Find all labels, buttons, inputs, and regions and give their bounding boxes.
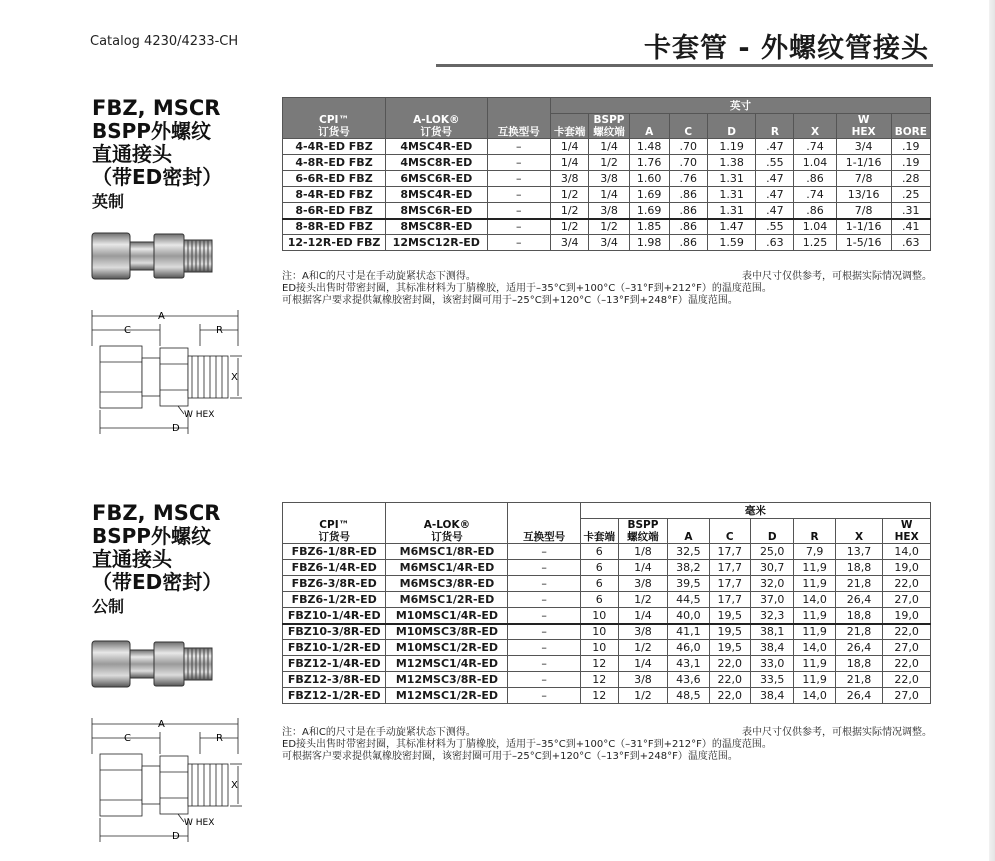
table-cell: .74 bbox=[794, 187, 836, 203]
catalog-number: Catalog 4230/4233-CH bbox=[90, 34, 239, 49]
section-title-inch: FBZ, MSCR BSPP外螺纹 直通接头 （带ED密封） 英制 bbox=[92, 96, 223, 211]
table-cell: 1.60 bbox=[629, 171, 669, 187]
table-cell: .70 bbox=[669, 139, 707, 155]
table-row bbox=[283, 139, 931, 155]
dimension-drawing-inch bbox=[88, 306, 248, 436]
table-cell: 32,0 bbox=[750, 576, 793, 592]
table-cell: .28 bbox=[891, 171, 930, 187]
table-cell: 43,6 bbox=[668, 672, 709, 688]
header-r: R bbox=[794, 519, 835, 544]
table-cell: – bbox=[487, 155, 550, 171]
table-cell: 6-6R-ED FBZ bbox=[283, 171, 386, 187]
table-cell: 19,5 bbox=[709, 624, 750, 640]
table-cell: 1.48 bbox=[629, 139, 669, 155]
table-cell: 22,0 bbox=[883, 672, 931, 688]
table-cell: 8-4R-ED FBZ bbox=[283, 187, 386, 203]
table-cell: 38,1 bbox=[750, 624, 793, 640]
table-cell: 46,0 bbox=[668, 640, 709, 656]
table-cell: FBZ6-1/2R-ED bbox=[283, 592, 386, 608]
table-cell: 1-1/16 bbox=[836, 219, 891, 235]
table-cell: 1/2 bbox=[550, 219, 589, 235]
table-cell: M10MSC3/8R-ED bbox=[386, 624, 508, 640]
spec-table-metric bbox=[282, 502, 931, 704]
table-cell: 21,8 bbox=[835, 672, 883, 688]
table-cell: 1-1/16 bbox=[836, 155, 891, 171]
table-cell: – bbox=[508, 576, 580, 592]
table-cell: 4-4R-ED FBZ bbox=[283, 139, 386, 155]
table-cell: 25,0 bbox=[750, 544, 793, 560]
table-cell: .47 bbox=[756, 203, 794, 219]
table-cell: .70 bbox=[669, 155, 707, 171]
table-cell: FBZ12-1/2R-ED bbox=[283, 688, 386, 704]
table-row bbox=[283, 219, 931, 235]
table-cell: 1/2 bbox=[618, 640, 668, 656]
table-cell: 26,4 bbox=[835, 592, 883, 608]
table-cell: 3/4 bbox=[589, 235, 629, 251]
table-cell: 22,0 bbox=[883, 624, 931, 640]
table-cell: 6 bbox=[580, 560, 618, 576]
header-w: W HEX bbox=[836, 114, 891, 139]
header-cpi: CPI™ 订货号 bbox=[283, 98, 386, 139]
table-row bbox=[283, 155, 931, 171]
table-cell: 7/8 bbox=[836, 203, 891, 219]
table-cell: 1/4 bbox=[618, 560, 668, 576]
table-cell: .76 bbox=[669, 171, 707, 187]
table-cell: 10 bbox=[580, 608, 618, 624]
table-cell: – bbox=[508, 592, 580, 608]
table-cell: FBZ12-1/4R-ED bbox=[283, 656, 386, 672]
table-cell: 3/8 bbox=[589, 171, 629, 187]
label-x: X bbox=[231, 372, 238, 383]
table-cell: – bbox=[508, 544, 580, 560]
table-cell: 4-8R-ED FBZ bbox=[283, 155, 386, 171]
table-cell: .55 bbox=[756, 219, 794, 235]
table-cell: .47 bbox=[756, 171, 794, 187]
table-cell: .86 bbox=[669, 187, 707, 203]
label-c: C bbox=[124, 733, 131, 744]
header-unit: 英寸 bbox=[550, 98, 930, 114]
table-cell: 12 bbox=[580, 656, 618, 672]
table-cell: 1.19 bbox=[707, 139, 756, 155]
table-cell: 13,7 bbox=[835, 544, 883, 560]
table-cell: 1.69 bbox=[629, 187, 669, 203]
header-tube: 卡套端 bbox=[550, 114, 589, 139]
table-cell: 1/2 bbox=[589, 219, 629, 235]
header-tube: 卡套端 bbox=[580, 519, 618, 544]
table-cell: .86 bbox=[794, 171, 836, 187]
table-cell: FBZ10-3/8R-ED bbox=[283, 624, 386, 640]
table-cell: 17,7 bbox=[709, 560, 750, 576]
table-cell: 3/8 bbox=[618, 672, 668, 688]
table-cell: – bbox=[508, 656, 580, 672]
table-cell: 11,9 bbox=[794, 576, 835, 592]
table-row bbox=[283, 187, 931, 203]
title-rule bbox=[436, 64, 933, 67]
table-cell: 10 bbox=[580, 640, 618, 656]
table-cell: 26,4 bbox=[835, 640, 883, 656]
table-cell: 48,5 bbox=[668, 688, 709, 704]
label-a: A bbox=[158, 719, 165, 730]
table-row bbox=[283, 576, 931, 592]
table-cell: 19,0 bbox=[883, 560, 931, 576]
table-cell: M10MSC1/2R-ED bbox=[386, 640, 508, 656]
table-cell: 12-12R-ED FBZ bbox=[283, 235, 386, 251]
table-cell: – bbox=[487, 139, 550, 155]
table-cell: .19 bbox=[891, 155, 930, 171]
header-c: C bbox=[709, 519, 750, 544]
table-cell: 11,9 bbox=[794, 560, 835, 576]
table-cell: – bbox=[487, 235, 550, 251]
table-cell: 1/4 bbox=[618, 656, 668, 672]
table-cell: 44,5 bbox=[668, 592, 709, 608]
table-cell: 21,8 bbox=[835, 624, 883, 640]
table-row bbox=[283, 592, 931, 608]
table-cell: 14,0 bbox=[883, 544, 931, 560]
table-row bbox=[283, 688, 931, 704]
table-cell: 14,0 bbox=[794, 640, 835, 656]
header-alok: A-LOK® 订货号 bbox=[386, 503, 508, 544]
table-cell: 19,0 bbox=[883, 608, 931, 624]
label-r: R bbox=[216, 733, 223, 744]
table-cell: .86 bbox=[669, 235, 707, 251]
table-cell: .47 bbox=[756, 139, 794, 155]
table-cell: M12MSC1/2R-ED bbox=[386, 688, 508, 704]
table-cell: 12 bbox=[580, 672, 618, 688]
table-cell: 3/8 bbox=[589, 203, 629, 219]
table-cell: 3/4 bbox=[836, 139, 891, 155]
header-cpi: CPI™ 订货号 bbox=[283, 503, 386, 544]
table-cell: 4MSC8R-ED bbox=[386, 155, 487, 171]
header-x: X bbox=[794, 114, 836, 139]
table-cell: 21,8 bbox=[835, 576, 883, 592]
header-bspp: BSPP 螺纹端 bbox=[618, 519, 668, 544]
table-cell: M6MSC1/8R-ED bbox=[386, 544, 508, 560]
label-whex: W HEX bbox=[184, 410, 215, 420]
table-cell: 1/2 bbox=[618, 592, 668, 608]
table-cell: 17,7 bbox=[709, 576, 750, 592]
table-cell: 1/8 bbox=[618, 544, 668, 560]
table-cell: 32,3 bbox=[750, 608, 793, 624]
section-title-metric: FBZ, MSCR BSPP外螺纹 直通接头 （带ED密封） 公制 bbox=[92, 501, 223, 616]
table-cell: FBZ6-1/4R-ED bbox=[283, 560, 386, 576]
table-cell: 22,0 bbox=[883, 656, 931, 672]
table-cell: 8-8R-ED FBZ bbox=[283, 219, 386, 235]
table-cell: 26,4 bbox=[835, 688, 883, 704]
table-cell: 3/4 bbox=[550, 235, 589, 251]
table-cell: 30,7 bbox=[750, 560, 793, 576]
table-row bbox=[283, 672, 931, 688]
table-cell: 33,0 bbox=[750, 656, 793, 672]
table-cell: M12MSC1/4R-ED bbox=[386, 656, 508, 672]
table-cell: 22,0 bbox=[709, 656, 750, 672]
table-cell: 19,5 bbox=[709, 608, 750, 624]
table-cell: 1.38 bbox=[707, 155, 756, 171]
table-cell: 17,7 bbox=[709, 592, 750, 608]
table-cell: 1/4 bbox=[550, 155, 589, 171]
table-cell: 1/4 bbox=[589, 187, 629, 203]
table-cell: M6MSC1/4R-ED bbox=[386, 560, 508, 576]
table-cell: 12MSC12R-ED bbox=[386, 235, 487, 251]
table-cell: .19 bbox=[891, 139, 930, 155]
header-alok: A-LOK® 订货号 bbox=[386, 98, 487, 139]
table-cell: 18,8 bbox=[835, 608, 883, 624]
table-cell: – bbox=[508, 608, 580, 624]
table-cell: 8MSC6R-ED bbox=[386, 203, 487, 219]
table-cell: 32,5 bbox=[668, 544, 709, 560]
fitting-photo-metric bbox=[90, 638, 215, 690]
table-cell: 27,0 bbox=[883, 688, 931, 704]
dimension-drawing-metric bbox=[88, 714, 248, 844]
table-cell: 1.04 bbox=[794, 219, 836, 235]
table-cell: 38,4 bbox=[750, 640, 793, 656]
table-row bbox=[283, 656, 931, 672]
table-cell: 18,8 bbox=[835, 656, 883, 672]
header-unit: 毫米 bbox=[580, 503, 930, 519]
table-cell: FBZ10-1/4R-ED bbox=[283, 608, 386, 624]
table-cell: FBZ6-1/8R-ED bbox=[283, 544, 386, 560]
header-interchange: 互换型号 bbox=[508, 503, 580, 544]
label-r: R bbox=[216, 325, 223, 336]
table-cell: 1-5/16 bbox=[836, 235, 891, 251]
table-cell: 3/8 bbox=[550, 171, 589, 187]
table-cell: 13/16 bbox=[836, 187, 891, 203]
table-cell: FBZ6-3/8R-ED bbox=[283, 576, 386, 592]
table-cell: .74 bbox=[794, 139, 836, 155]
table-row bbox=[283, 171, 931, 187]
header-c: C bbox=[669, 114, 707, 139]
table-cell: – bbox=[508, 672, 580, 688]
table-cell: – bbox=[508, 640, 580, 656]
table-cell: .86 bbox=[794, 203, 836, 219]
table-cell: 11,9 bbox=[794, 656, 835, 672]
table-cell: 7/8 bbox=[836, 171, 891, 187]
table-cell: 1.31 bbox=[707, 203, 756, 219]
table-cell: 8-6R-ED FBZ bbox=[283, 203, 386, 219]
table-cell: 1.69 bbox=[629, 203, 669, 219]
label-d: D bbox=[172, 423, 180, 434]
table-cell: 22,0 bbox=[883, 576, 931, 592]
table-cell: .31 bbox=[891, 203, 930, 219]
table-cell: 22,0 bbox=[709, 672, 750, 688]
table-cell: – bbox=[508, 560, 580, 576]
table-cell: 6 bbox=[580, 544, 618, 560]
table-cell: 41,1 bbox=[668, 624, 709, 640]
table-cell: – bbox=[508, 688, 580, 704]
label-x: X bbox=[231, 780, 238, 791]
table-cell: 27,0 bbox=[883, 592, 931, 608]
label-d: D bbox=[172, 831, 180, 842]
header-x: X bbox=[835, 519, 883, 544]
table-cell: 19,5 bbox=[709, 640, 750, 656]
table-cell: 1.59 bbox=[707, 235, 756, 251]
table-cell: 14,0 bbox=[794, 688, 835, 704]
table-cell: – bbox=[508, 624, 580, 640]
fitting-photo-inch bbox=[90, 230, 215, 282]
table-cell: .63 bbox=[756, 235, 794, 251]
table-cell: .86 bbox=[669, 203, 707, 219]
table-cell: 39,5 bbox=[668, 576, 709, 592]
table-row bbox=[283, 624, 931, 640]
table-cell: 3/8 bbox=[618, 624, 668, 640]
table-row bbox=[283, 608, 931, 624]
notes-inch: 注：A和C的尺寸是在手动旋紧状态下测得。 表中尺寸仅供参考，可根据实际情况调整。 ED接头出售时带密封圈，其标准材料为丁腈橡胶，适用于–35°C到+100°C（–31°F到+212°F）的温度范围。 可根据客户要求提供氟橡胶密封圈，该密封圈可用于–25°C到+120°C（–13°F到+248°F）温度范围。 bbox=[282, 271, 932, 306]
header-interchange: 互换型号 bbox=[487, 98, 550, 139]
table-cell: FBZ10-1/2R-ED bbox=[283, 640, 386, 656]
header-bspp: BSPP 螺纹端 bbox=[589, 114, 629, 139]
table-cell: – bbox=[487, 171, 550, 187]
table-row bbox=[283, 235, 931, 251]
table-cell: 1.85 bbox=[629, 219, 669, 235]
table-cell: .47 bbox=[756, 187, 794, 203]
header-w: W HEX bbox=[883, 519, 931, 544]
table-cell: 22,0 bbox=[709, 688, 750, 704]
table-cell: 1.04 bbox=[794, 155, 836, 171]
table-cell: 1/4 bbox=[618, 608, 668, 624]
table-cell: 12 bbox=[580, 688, 618, 704]
table-cell: 1/4 bbox=[589, 139, 629, 155]
table-row bbox=[283, 544, 931, 560]
notes-metric: 注：A和C的尺寸是在手动旋紧状态下测得。 表中尺寸仅供参考，可根据实际情况调整。 ED接头出售时带密封圈，其标准材料为丁腈橡胶，适用于–35°C到+100°C（–31°F到+212°F）的温度范围。 可根据客户要求提供氟橡胶密封圈，该密封圈可用于–25°C到+120°C（–13°F到+248°F）温度范围。 bbox=[282, 727, 932, 762]
table-cell: 33,5 bbox=[750, 672, 793, 688]
table-cell: 7,9 bbox=[794, 544, 835, 560]
table-cell: .55 bbox=[756, 155, 794, 171]
table-cell: 38,2 bbox=[668, 560, 709, 576]
table-cell: 6 bbox=[580, 576, 618, 592]
table-cell: 8MSC8R-ED bbox=[386, 219, 487, 235]
table-cell: M10MSC1/4R-ED bbox=[386, 608, 508, 624]
table-row bbox=[283, 203, 931, 219]
header-r: R bbox=[756, 114, 794, 139]
table-cell: 6MSC6R-ED bbox=[386, 171, 487, 187]
table-cell: M6MSC1/2R-ED bbox=[386, 592, 508, 608]
table-cell: 11,9 bbox=[794, 624, 835, 640]
table-cell: 8MSC4R-ED bbox=[386, 187, 487, 203]
table-cell: 6 bbox=[580, 592, 618, 608]
spec-table-inch bbox=[282, 97, 931, 251]
table-cell: 37,0 bbox=[750, 592, 793, 608]
table-cell: – bbox=[487, 219, 550, 235]
table-cell: 11,9 bbox=[794, 608, 835, 624]
header-a: A bbox=[668, 519, 709, 544]
table-cell: 18,8 bbox=[835, 560, 883, 576]
table-cell: 1.25 bbox=[794, 235, 836, 251]
table-cell: 3/8 bbox=[618, 576, 668, 592]
table-cell: 1.47 bbox=[707, 219, 756, 235]
table-cell: 1/2 bbox=[550, 187, 589, 203]
table-cell: 4MSC4R-ED bbox=[386, 139, 487, 155]
label-a: A bbox=[158, 311, 165, 322]
header-d: D bbox=[750, 519, 793, 544]
table-cell: 11,9 bbox=[794, 672, 835, 688]
page-title: 卡套管 - 外螺纹管接头 bbox=[643, 33, 929, 64]
header-d: D bbox=[707, 114, 756, 139]
table-cell: 43,1 bbox=[668, 656, 709, 672]
table-cell: 1.31 bbox=[707, 187, 756, 203]
table-cell: 1/2 bbox=[618, 688, 668, 704]
table-cell: 27,0 bbox=[883, 640, 931, 656]
label-whex: W HEX bbox=[184, 818, 215, 828]
table-cell: 1.31 bbox=[707, 171, 756, 187]
table-cell: 38,4 bbox=[750, 688, 793, 704]
page-edge-strip bbox=[989, 0, 995, 861]
header-bore: BORE bbox=[891, 114, 930, 139]
table-cell: 1/4 bbox=[550, 139, 589, 155]
table-cell: 1.76 bbox=[629, 155, 669, 171]
table-cell: M6MSC3/8R-ED bbox=[386, 576, 508, 592]
table-cell: FBZ12-3/8R-ED bbox=[283, 672, 386, 688]
table-cell: 1.98 bbox=[629, 235, 669, 251]
table-cell: – bbox=[487, 187, 550, 203]
table-cell: 1/2 bbox=[589, 155, 629, 171]
table-cell: .41 bbox=[891, 219, 930, 235]
table-cell: 1/2 bbox=[550, 203, 589, 219]
table-cell: .86 bbox=[669, 219, 707, 235]
table-cell: 10 bbox=[580, 624, 618, 640]
header-a: A bbox=[629, 114, 669, 139]
table-row bbox=[283, 640, 931, 656]
table-cell: 17,7 bbox=[709, 544, 750, 560]
table-cell: M12MSC3/8R-ED bbox=[386, 672, 508, 688]
table-cell: 14,0 bbox=[794, 592, 835, 608]
table-cell: .25 bbox=[891, 187, 930, 203]
table-cell: 40,0 bbox=[668, 608, 709, 624]
table-row bbox=[283, 560, 931, 576]
table-cell: .63 bbox=[891, 235, 930, 251]
table-cell: – bbox=[487, 203, 550, 219]
label-c: C bbox=[124, 325, 131, 336]
